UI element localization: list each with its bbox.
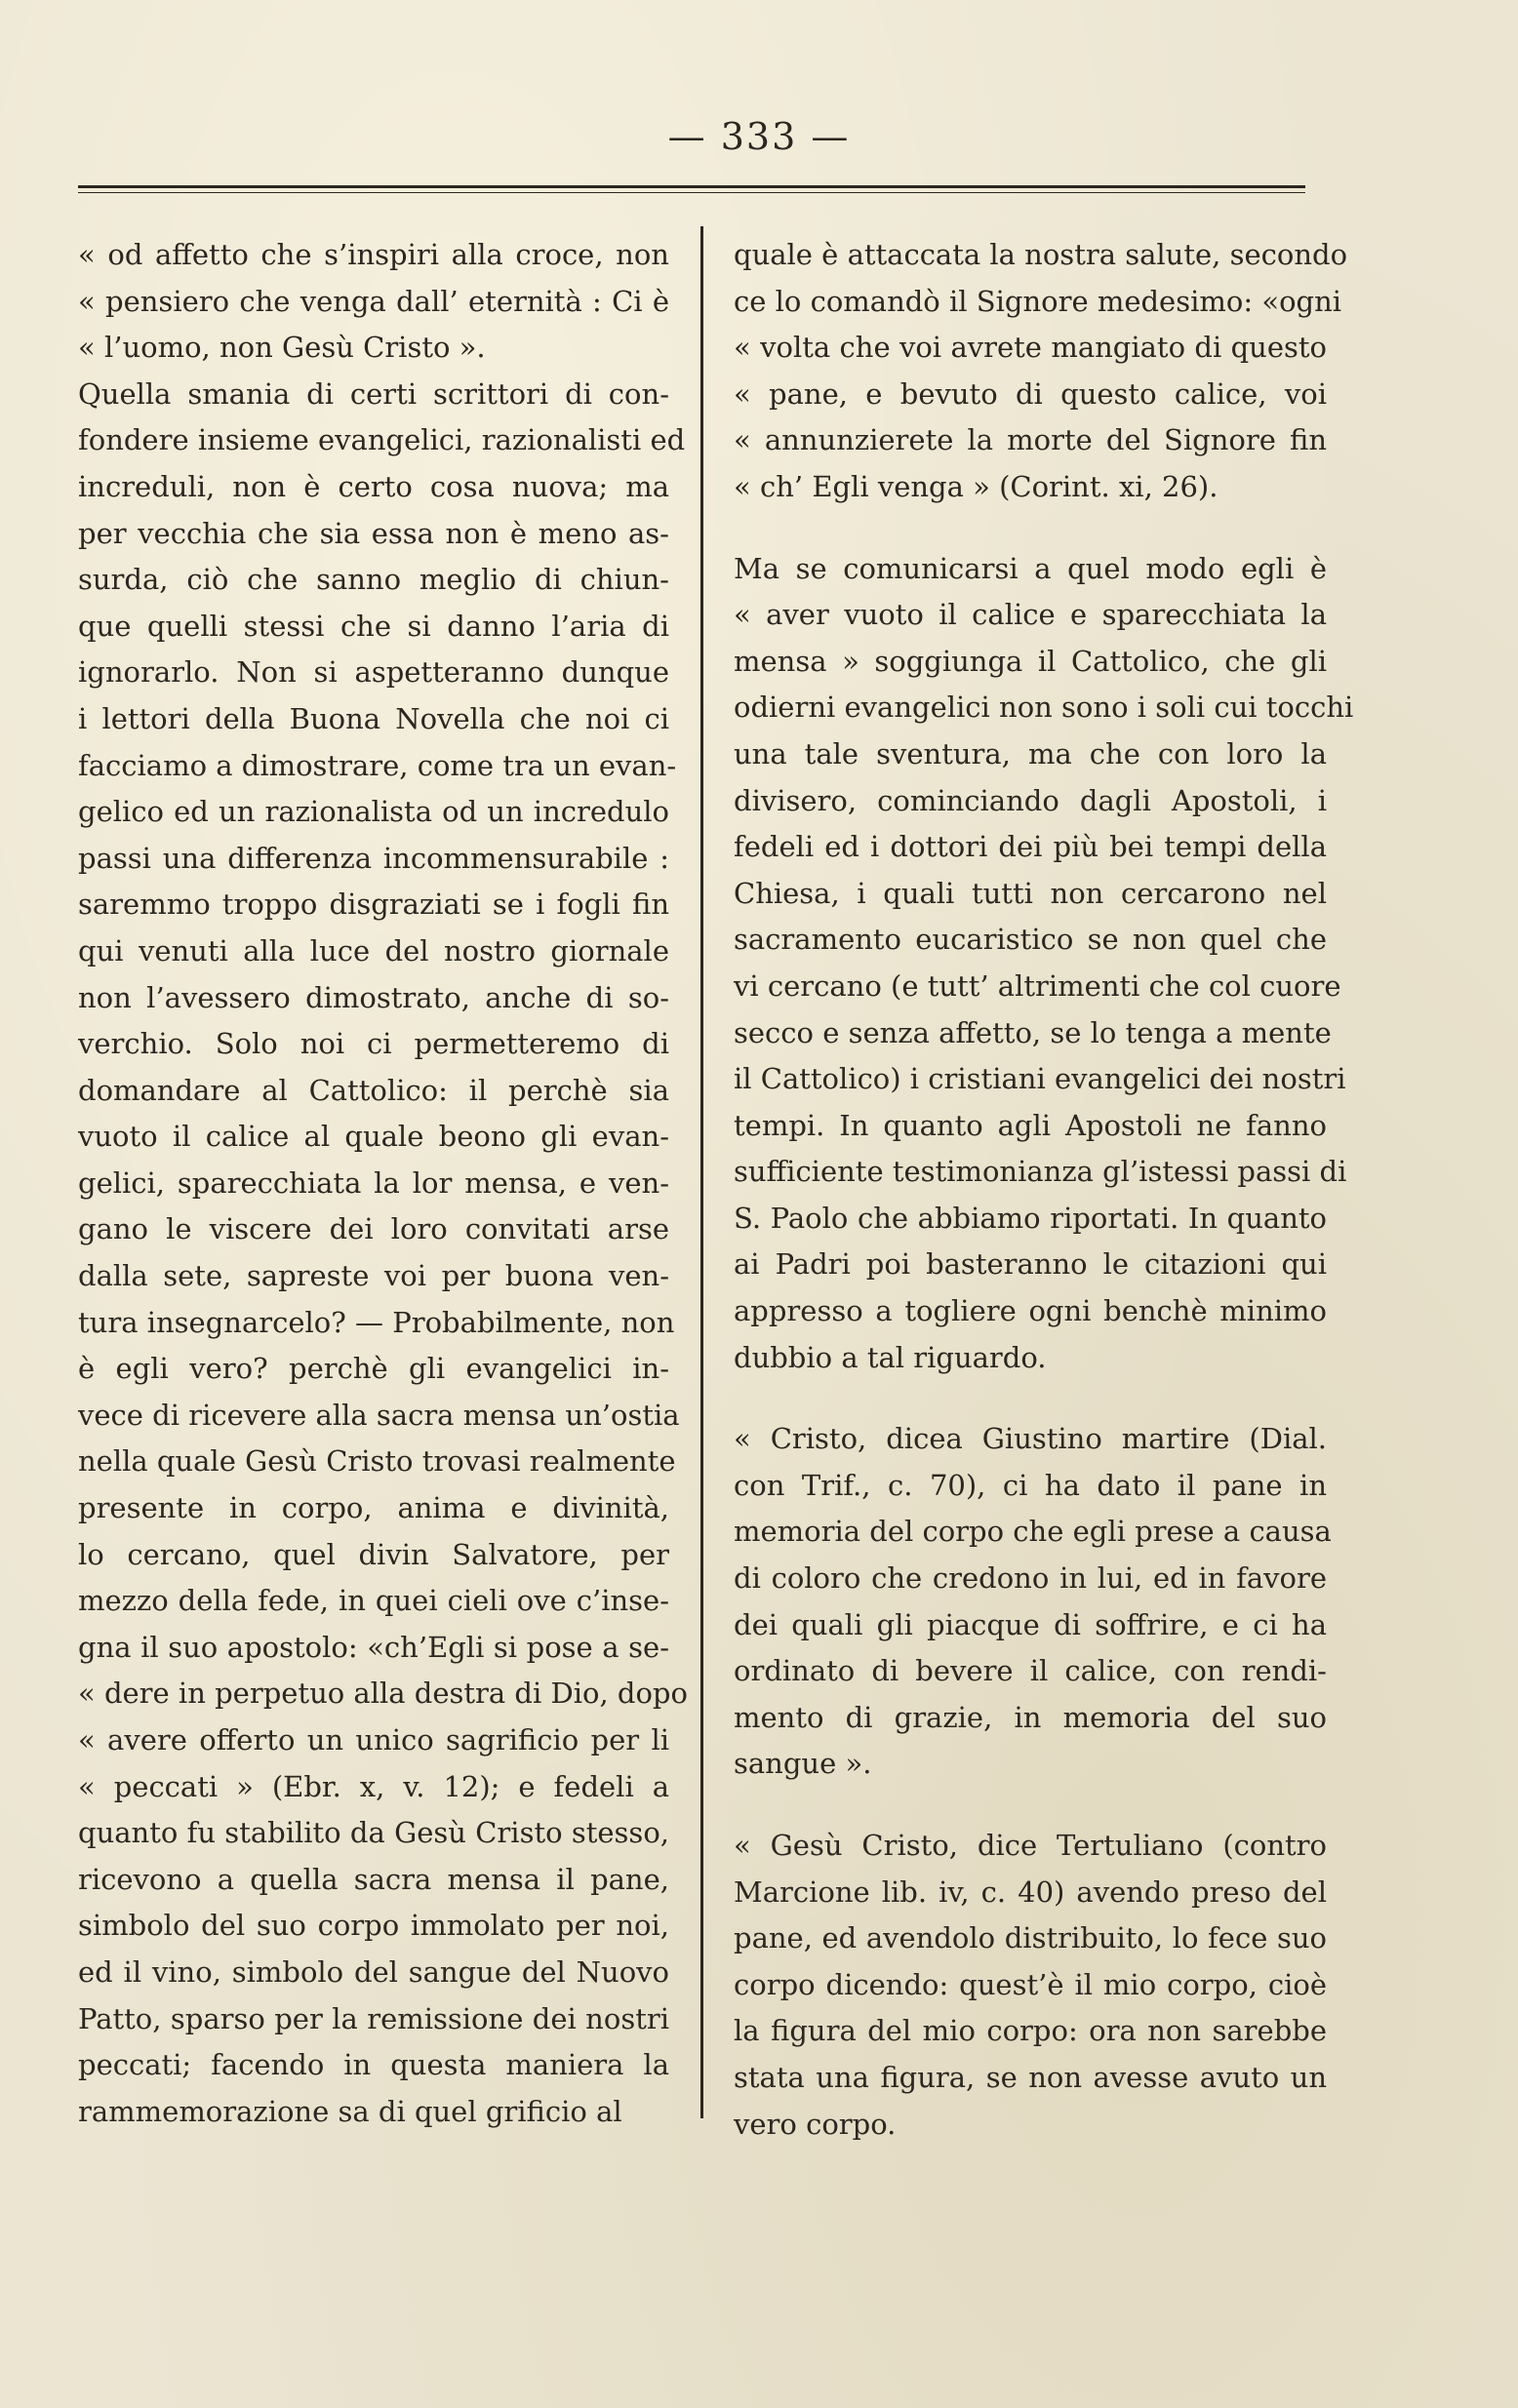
text-line: dalla sete, sapreste voi per buona ven-: [78, 1259, 669, 1293]
text-line: rammemorazione sa di quel grificio al: [78, 2094, 622, 2128]
text-line: sufficiente testimonianza gl’istessi passi di: [734, 1155, 1347, 1189]
text-line: Marcione lib. iv, c. 40) avendo preso del: [734, 1875, 1327, 1909]
text-line: pane, ed avendolo distribuito, lo fece suo: [734, 1921, 1327, 1955]
text-line: saremmo troppo disgraziati se i fogli fin: [78, 888, 669, 922]
text-line: ce lo comandò il Signore medesimo: «ogni: [734, 284, 1342, 318]
text-line: S. Paolo che abbiamo riportati. In quanto: [734, 1201, 1327, 1235]
paragraph-gap: [734, 511, 1327, 546]
text-line: « peccati » (Ebr. x, v. 12); e fedeli a: [78, 1769, 669, 1803]
text-line: mento di grazie, in memoria del suo: [734, 1700, 1327, 1734]
text-line: divisero, cominciando dagli Apostoli, i: [734, 783, 1327, 817]
text-line: vuoto il calice al quale beono gli evan-: [78, 1120, 669, 1154]
text-line: ricevono a quella sacra mensa il pane,: [78, 1862, 669, 1896]
header-rule-thin: [78, 192, 1305, 193]
text-line: ordinato di bevere il calice, con rendi-: [734, 1654, 1327, 1688]
text-line: « pane, e bevuto di questo calice, voi: [734, 376, 1327, 411]
text-line: vece di ricevere alla sacra mensa un’ostia: [78, 1398, 680, 1432]
text-line: vero corpo.: [734, 2107, 897, 2141]
text-line: presente in corpo, anima e divinità,: [78, 1491, 669, 1525]
page-number: — 333 —: [667, 115, 851, 158]
text-line: sangue ».: [734, 1747, 872, 1781]
text-line: « od affetto che s’inspiri alla croce, non: [78, 238, 669, 271]
text-line: per vecchia che sia essa non è meno as-: [78, 516, 669, 550]
text-line: verchio. Solo noi ci permetteremo di: [78, 1027, 669, 1061]
paragraph-gap: [734, 1788, 1327, 1823]
text-line: con Trif., c. 70), ci ha dato il pane in: [734, 1468, 1327, 1502]
text-line: increduli, non è certo cosa nuova; ma: [78, 469, 669, 503]
text-line: gna il suo apostolo: «ch’Egli si pose a se-: [78, 1630, 669, 1664]
text-line: di coloro che credono in lui, ed in favore: [734, 1561, 1327, 1596]
text-line: qui venuti alla luce del nostro giornale: [78, 933, 669, 967]
text-line: la figura del mio corpo: ora non sarebbe: [734, 2014, 1327, 2048]
text-line: surda, ciò che sanno meglio di chiun-: [78, 563, 669, 597]
text-line: odierni evangelici non sono i soli cui tocchi: [734, 691, 1354, 725]
text-line: nella quale Gesù Cristo trovasi realmente: [78, 1444, 676, 1479]
text-line: que quelli stessi che si danno l’aria di: [78, 609, 669, 643]
header-rule: [78, 185, 1305, 188]
text-line: stata una figura, se non avesse avuto un: [734, 2060, 1327, 2094]
text-line: « pensiero che venga dall’ eternità : Ci è: [78, 284, 669, 318]
text-line: gano le viscere dei loro convitati arse: [78, 1212, 669, 1246]
text-line: Quella smania di certi scrittori di con-: [78, 376, 669, 411]
text-line: ai Padri poi basteranno le citazioni qui: [734, 1247, 1327, 1282]
text-line: gelici, sparecchiata la lor mensa, e ven-: [78, 1165, 669, 1200]
text-line: « avere offerto un unico sagrificio per li: [78, 1723, 669, 1757]
text-line: peccati; facendo in questa maniera la: [78, 2048, 669, 2082]
text-line: passi una differenza incommensurabile :: [78, 841, 669, 875]
text-line: « volta che voi avrete mangiato di questo: [734, 331, 1327, 365]
text-line: una tale sventura, ma che con loro la: [734, 736, 1327, 770]
right-column: [734, 232, 1354, 2148]
text-line: fedeli ed i dottori dei più bei tempi della: [734, 830, 1327, 864]
text-line: simbolo del suo corpo immolato per noi,: [78, 1909, 669, 1943]
text-line: facciamo a dimostrare, come tra un evan-: [78, 748, 677, 782]
text-line: tura insegnarcelo? — Probabilmente, non: [78, 1305, 675, 1339]
left-column: [78, 232, 688, 2135]
text-line: « annunzierete la morte del Signore fin: [734, 423, 1327, 457]
text-line: i lettori della Buona Novella che noi ci: [78, 701, 669, 735]
text-line: « ch’ Egli venga » (Corint. xi, 26).: [734, 469, 1218, 503]
text-line: dei quali gli piacque di soffrire, e ci ha: [734, 1607, 1327, 1641]
text-line: domandare al Cattolico: il perchè sia: [78, 1073, 669, 1107]
text-line: corpo dicendo: quest’è il mio corpo, cioè: [734, 1967, 1327, 2001]
text-line: lo cercano, quel divin Salvatore, per: [78, 1537, 669, 1571]
text-line: « aver vuoto il calice e sparecchiata la: [734, 598, 1327, 632]
text-line: dubbio a tal riguardo.: [734, 1340, 1047, 1374]
text-line: mensa » soggiunga il Cattolico, che gli: [734, 644, 1327, 678]
text-line: « l’uomo, non Gesù Cristo ».: [78, 331, 486, 365]
text-line: memoria del corpo che egli prese a causa: [734, 1515, 1332, 1549]
paragraph-gap: [734, 1381, 1327, 1416]
text-line: Ma se comunicarsi a quel modo egli è: [734, 551, 1327, 585]
text-line: « dere in perpetuo alla destra di Dio, dopo: [78, 1677, 688, 1711]
text-line: non l’avessero dimostrato, anche di so-: [78, 980, 669, 1014]
text-line: quanto fu stabilito da Gesù Cristo stesso,: [78, 1816, 669, 1850]
text-line: appresso a togliere ogni benchè minimo: [734, 1294, 1327, 1328]
text-line: fondere insieme evangelici, razionalisti ed: [78, 423, 686, 457]
text-line: secco e senza affetto, se lo tenga a mente: [734, 1015, 1332, 1049]
text-line: gelico ed un razionalista od un incredulo: [78, 795, 669, 829]
text-line: sacramento eucaristico se non quel che: [734, 923, 1327, 957]
text-line: ignorarlo. Non si aspetteranno dunque: [78, 655, 669, 690]
text-line: ed il vino, simbolo del sangue del Nuovo: [78, 1954, 669, 1989]
text-line: quale è attaccata la nostra salute, secondo: [734, 238, 1348, 271]
text-line: è egli vero? perchè gli evangelici in-: [78, 1352, 669, 1386]
text-line: Chiesa, i quali tutti non cercarono nel: [734, 876, 1327, 910]
text-line: vi cercano (e tutt’ altrimenti che col cuore: [734, 968, 1341, 1003]
text-line: Patto, sparso per la remissione dei nostri: [78, 2001, 669, 2035]
text-line: mezzo della fede, in quei cieli ove c’inse-: [78, 1584, 669, 1618]
text-line: tempi. In quanto agli Apostoli ne fanno: [734, 1108, 1327, 1142]
text-line: il Cattolico) i cristiani evangelici dei nostri: [734, 1062, 1346, 1096]
text-line: « Cristo, dicea Giustino martire (Dial.: [734, 1422, 1327, 1456]
text-line: « Gesù Cristo, dice Tertuliano (contro: [734, 1829, 1327, 1862]
column-divider: [700, 226, 703, 2118]
